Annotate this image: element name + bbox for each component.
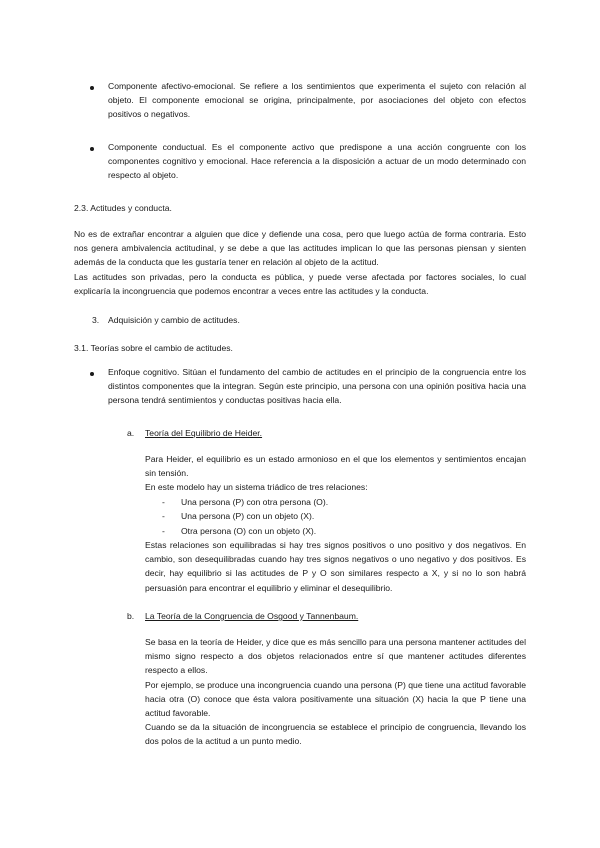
bullet-affective-title: Componente afectivo-emocional. — [108, 81, 236, 91]
subsection-title-b: La Teoría de la Congruencia de Osgood y Tannenbaum. — [145, 611, 359, 621]
bullet-point-icon — [90, 147, 94, 151]
bullet-conductual-title: Componente conductual. — [108, 142, 207, 152]
section-2-3-body — [74, 227, 526, 298]
subsection-a-body — [145, 452, 526, 495]
bullet-affective — [108, 79, 526, 122]
subsection-a-conclusion: Estas relaciones son equilibradas si hay tres signos positivos o uno positivo y dos negativos. En cambio, son desequilibradas cuando hay tres signos negativos o uno negativo y dos positivos. Es decir, hay equilibrio si las actitudes de P y O son similares respecto a X, y si no lo son habrá persuasión para encontrar el equilibrio y eliminar el desequilibrio. — [145, 540, 526, 593]
bullet-enfoque-cognitivo: Enfoque cognitivo. Sitúan el fundamento del cambio de actitudes en el principio de la congruencia entre los distintos componentes que la integran. Según este principio, una persona con una opinión positiva hacia una persona tendrá sentimientos y conductas positivas hacia ella. — [108, 367, 526, 406]
bullet-affective-text: Se refiere a los sentimientos que experimenta el sujeto con relación al objeto. El componente emocional se origina, principalmente, por asociaciones del objeto con efectos positivos o negativos. — [108, 81, 526, 120]
list-item: Una persona (P) con un objeto (X). — [181, 511, 315, 521]
section-heading-2-3: 2.3. Actitudes y conducta. — [74, 203, 172, 213]
paragraph: Por ejemplo, se produce una incongruencia cuando una persona (P) que tiene una actitud favorable hacia otra (O) conoce que ésta valora positivamente una situación (X) hacia la que P tiene una actitud favorable. — [145, 679, 526, 719]
paragraph: No es de extrañar encontrar a alguien que dice y defiende una cosa, pero que luego actúa de forma contraria. Esto nos genera ambivalencia actitudinal, y se debe a que las actitudes implican lo que las personas piensan y sienten además de la conducta que les gustaría tener en relación al objeto de la actitud. — [74, 229, 526, 268]
bullet-point-icon — [90, 86, 94, 90]
paragraph: Las actitudes son privadas, pero la conducta es pública, y puede verse afectada por factores sociales, lo cual explicaría la incongruencia que podemos encontrar a veces entre las actitudes y la conducta. — [74, 271, 526, 296]
list-item: Otra persona (O) con un objeto (X). — [181, 526, 317, 536]
dash-marker: - — [162, 497, 165, 507]
paragraph: En este modelo hay un sistema triádico de tres relaciones: — [145, 482, 368, 493]
section-heading-3: Adquisición y cambio de actitudes. — [108, 315, 240, 325]
section-heading-3-1: 3.1. Teorías sobre el cambio de actitudes. — [74, 343, 233, 353]
bullet-point-icon — [90, 372, 94, 376]
bullet-conductual — [108, 140, 526, 183]
paragraph: Para Heider, el equilibrio es un estado armonioso en el que los elementos y sentimientos encajan sin tensión. — [145, 454, 526, 479]
paragraph: Se basa en la teoría de Heider, y dice que es más sencillo para una persona mantener actitudes del mismo signo respecto a dos objetos relacionados entre sí que mantener actitudes diferentes respecto a ellos. — [145, 637, 526, 676]
list-item: Una persona (P) con otra persona (O). — [181, 497, 329, 507]
dash-marker: - — [162, 526, 165, 536]
dash-marker: - — [162, 511, 165, 521]
bullet-conductual-text: Es el componente activo que predispone a una acción congruente con los componentes cognitivo y emocional. Hace referencia a la disposición a actuar de un modo determinado con respecto al objeto. — [108, 142, 526, 181]
subsection-marker-b: b. — [127, 611, 135, 621]
section-number-3: 3. — [92, 315, 100, 325]
subsection-b-body — [145, 635, 526, 749]
subsection-title-a: Teoría del Equilibrio de Heider. — [145, 428, 263, 438]
subsection-marker-a: a. — [127, 428, 135, 438]
paragraph: Cuando se da la situación de incongruencia se establece el principio de congruencia, llevando los dos polos de la actitud a un punto medio. — [145, 722, 526, 747]
